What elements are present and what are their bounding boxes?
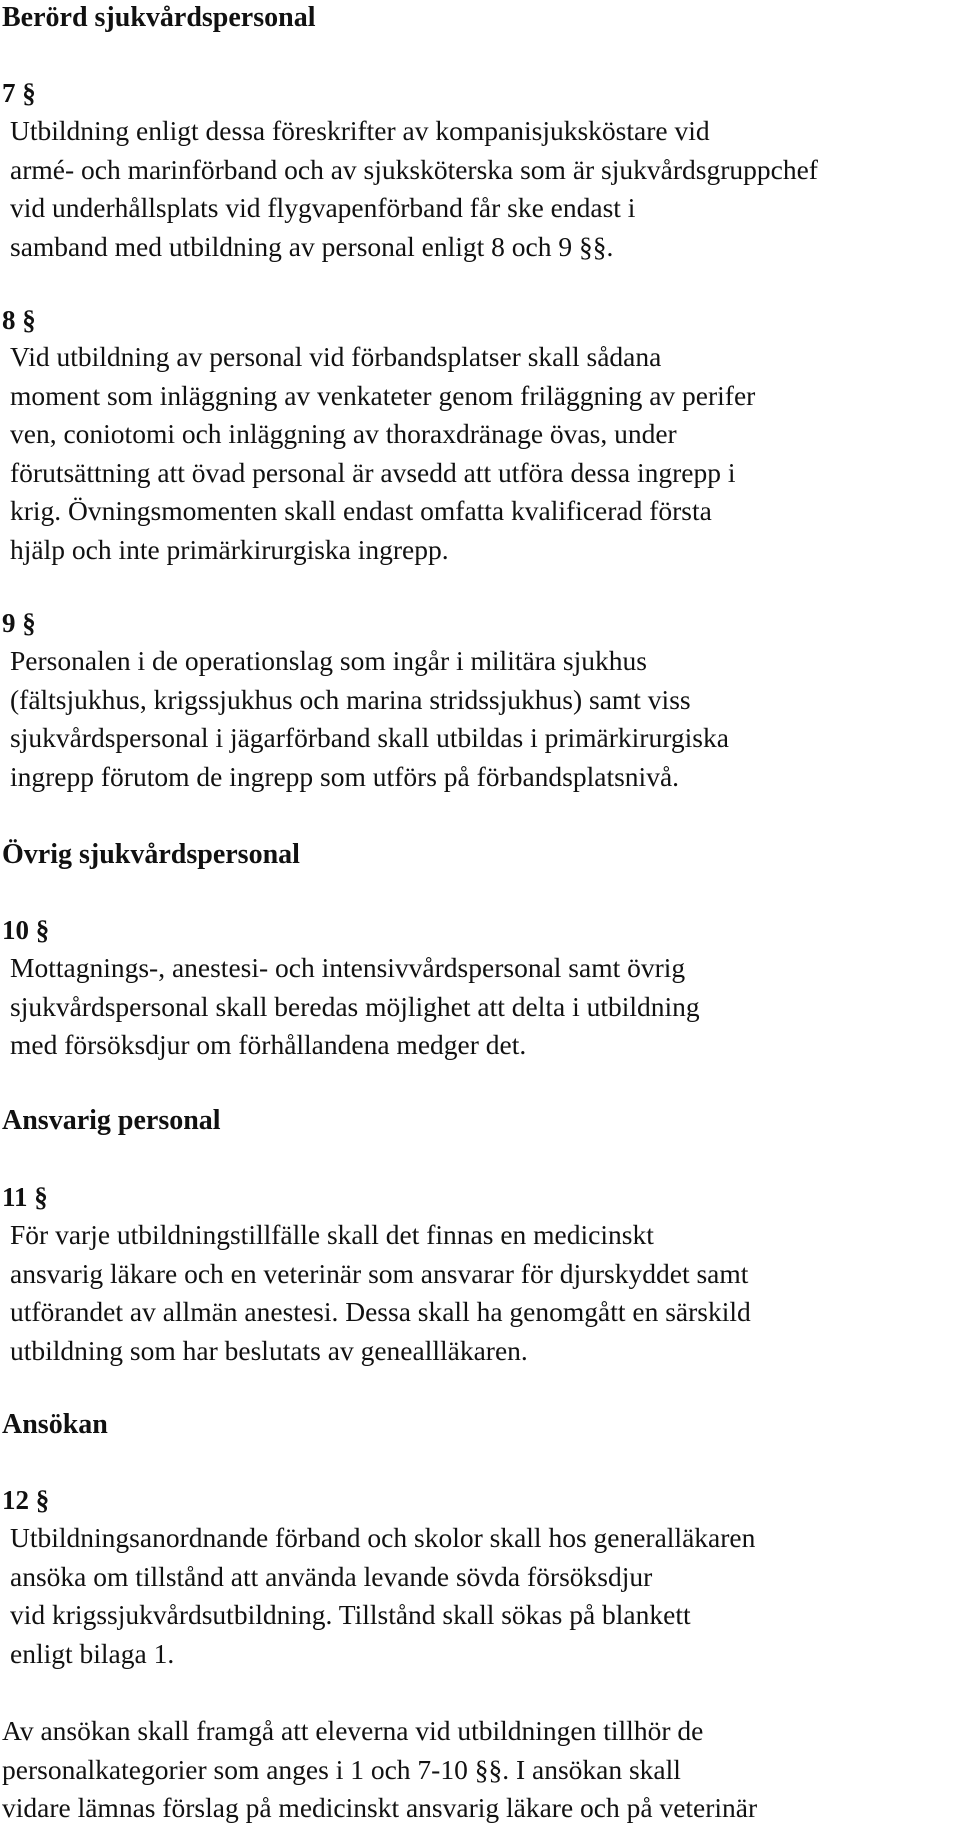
paragraph-text-12: Utbildningsanordnande förband och skolor skall hos generalläkaren ansöka om tillstånd att använda levande sövda försöksdjur vid krigssjukvårdsutbildning. Tillstånd skall sökas på blankett enligt bilaga 1. bbox=[10, 1522, 756, 1669]
paragraph-number-9: 9 § bbox=[2, 608, 36, 638]
paragraph-text-10: Mottagnings-, anestesi- och intensivvårdspersonal samt övrig sjukvårdspersonal skall beredas möjlighet att delta i utbildning med försöksdjur om förhållandena medger det. bbox=[10, 952, 700, 1060]
paragraph-number-8: 8 § bbox=[2, 305, 36, 335]
section-heading-ansvarig: Ansvarig personal bbox=[2, 1105, 221, 1136]
paragraph-number-12: 12 § bbox=[2, 1485, 50, 1515]
section-heading-berord: Berörd sjukvårdspersonal bbox=[2, 2, 316, 33]
paragraph-text-8: Vid utbildning av personal vid förbandsplatser skall sådana moment som inläggning av venkateter genom friläggning av perifer ven, coniotomi och inläggning av thoraxdränage övas, under förutsättning att övad personal är avsedd att utföra dessa ingrepp i krig. Övningsmomenten skall endast omfatta kvalificerad första hjälp och inte primärkirurgiska ingrepp. bbox=[10, 341, 756, 565]
paragraph-number-10: 10 § bbox=[2, 915, 50, 945]
paragraph-text-9: Personalen i de operationslag som ingår i militära sjukhus (fältsjukhus, krigssjukhus och marina stridssjukhus) samt viss sjukvårdspersonal i jägarförband skall utbildas i primärkirurgiska ingrepp förutom de ingrepp som utförs på förbandsplatsnivå. bbox=[10, 645, 729, 792]
paragraph-text-12-continued: Av ansökan skall framgå att eleverna vid utbildningen tillhör de personalkategorier som anges i 1 och 7-10 §§. I ansökan skall vidare lämnas förslag på medicinskt ansvarig läkare och på veterinär bbox=[2, 1715, 758, 1823]
paragraph-number-11: 11 § bbox=[2, 1182, 48, 1212]
paragraph-number-7: 7 § bbox=[2, 78, 36, 108]
paragraph-text-11: För varje utbildningstillfälle skall det finnas en medicinskt ansvarig läkare och en veterinär som ansvarar för djurskyddet samt utförandet av allmän anestesi. Dessa skall ha genomgått en särskild utbildning som har beslutats av geneallläkaren. bbox=[10, 1219, 751, 1366]
paragraph-text-7: Utbildning enligt dessa föreskrifter av kompanisjuksköstare vid armé- och marinförband och av sjuksköterska som är sjukvårdsgruppchef vid underhållsplats vid flygvapenförband får ske endast i samband med utbildning av personal enligt 8 och 9 §§. bbox=[10, 115, 818, 262]
section-heading-ovrig: Övrig sjukvårdspersonal bbox=[2, 839, 300, 870]
section-heading-ansokan: Ansökan bbox=[2, 1409, 108, 1440]
